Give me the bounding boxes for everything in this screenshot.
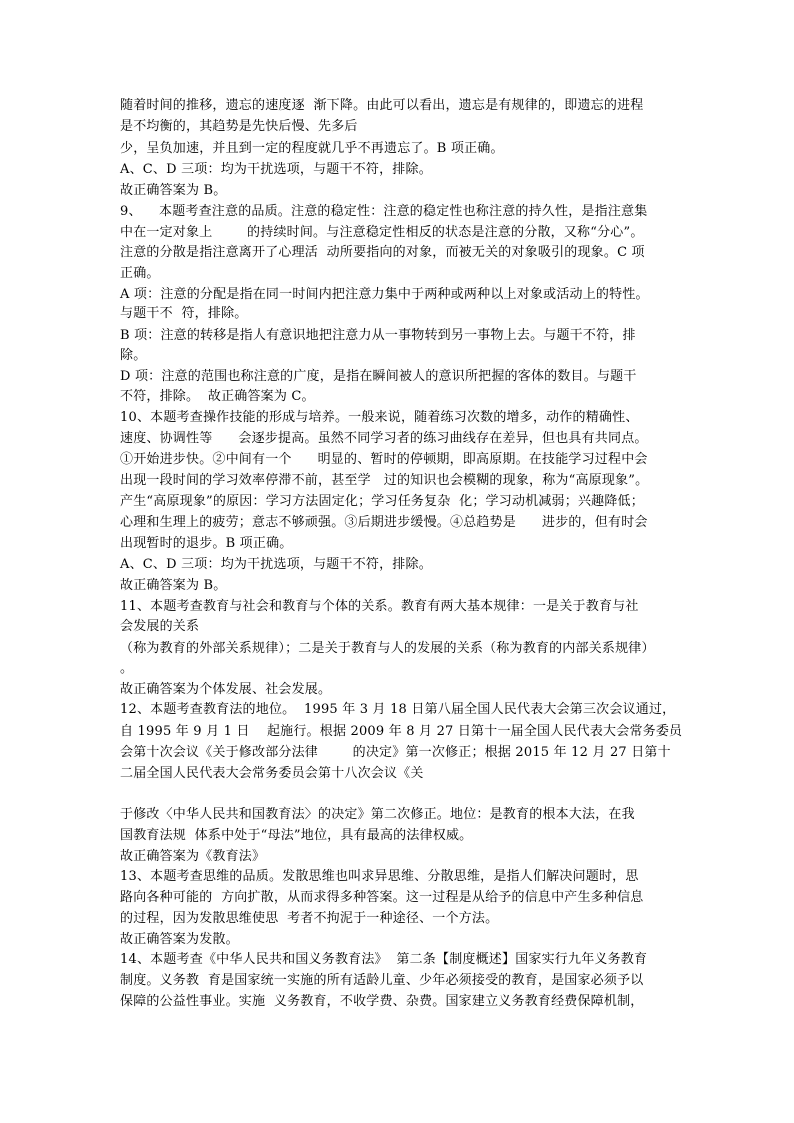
text-line: 中在一定对象上 的持续时间。与注意稳定性相反的状态是注意的分散，又称“分心”。 (120, 225, 644, 240)
text-line: 注意的分散是指注意离开了心理活 动所要指向的对象，而被无关的对象吸引的现象。C 项 (120, 245, 645, 260)
text-line: 除。 (120, 348, 147, 363)
text-line: 于修改〈中华人民共和国教育法〉的决定》第二次修正。地位：是教育的根本大法，在我 (120, 807, 635, 822)
text-line: 路向各种可能的 方向扩散，从而求得多种答案。这一过程是从给予的信息中产生多种信息 (120, 890, 644, 905)
text-line: 出现暂时的退步。B 项正确。 (120, 536, 293, 551)
text-line: 保障的公益性事业。实施 义务教育，不收学费、杂费。国家建立义务教育经费保障机制， (120, 994, 644, 1009)
text-line: A 项：注意的分配是指在同一时间内把注意力集中于两种或两种以上对象或活动上的特性。 (120, 287, 649, 302)
text-line: 故正确答案为 B。 (120, 578, 227, 593)
text-line: A、C、D 三项：均为干扰选项，与题干不符，排除。 (120, 557, 432, 572)
text-line: 故正确答案为 B。 (120, 183, 227, 198)
text-line: 故正确答案为个体发展、社会发展。 (120, 682, 332, 697)
text-line: 11、本题考查教育与社会和教育与个体的关系。教育有两大基本规律：一是关于教育与社 (120, 599, 639, 614)
text-line: B 项：注意的转移是指人有意识地把注意力从一事物转到另一事物上去。与题干不符，排 (120, 328, 636, 343)
text-line: 会发展的关系 (120, 619, 200, 634)
text-line: 故正确答案为发散。 (120, 932, 239, 947)
text-line: ①开始进步快。②中间有一个 明显的、暂时的停顿期，即高原期。在技能学习过程中会 (120, 452, 648, 467)
text-line: 10、本题考查操作技能的形成与培养。一般来说，随着练习次数的增多，动作的精确性、 (120, 410, 639, 425)
text-line: 心理和生理上的疲劳；意志不够顽强。③后期进步缓慢。④总趋势是 进步的，但有时会 (120, 515, 648, 530)
text-line: 会第十次会议《关于修改部分法律 的决定》第一次修正；根据 2015 年 12 月 27 日第十 (120, 745, 671, 760)
text-line: 制度。义务教 育是国家统一实施的所有适龄儿童、少年必须接受的教育，是国家必须予以 (120, 973, 644, 988)
text-line: 不符，排除。 故正确答案为 C。 (120, 389, 315, 404)
text-line: 的过程，因为发散思维使思 考者不拘泥于一种途径、一个方法。 (120, 911, 499, 926)
text-line: 自 1995 年 9 月 1 日 起施行。根据 2009 年 8 月 27 日第十一届全国人民代表大会常务委员 (120, 724, 683, 739)
text-line: 12、本题考查教育法的地位。 1995 年 3 月 18 日第八届全国人民代表大会第三次会议通过， (120, 702, 676, 717)
text-line: 14、本题考查《中华人民共和国义务教育法》 第二条【制度概述】国家实行九年义务教育 (120, 952, 648, 967)
text-line: 故正确答案为《教育法》 (120, 849, 266, 864)
text-line: 与题干不 符，排除。 (120, 306, 248, 321)
text-line: 13、本题考查思维的品质。发散思维也叫求异思维、分散思维，是指人们解决问题时，思 (120, 869, 639, 884)
text-line: 正确。 (120, 266, 160, 281)
text-line: 出现一段时间的学习效率停滞不前，甚至学 过的知识也会模糊的现象，称为“高原现象”。 (120, 473, 649, 488)
text-line: D 项：注意的范围也称注意的广度，是指在瞬间被人的意识所把握的客体的数目。与题干 (120, 369, 637, 384)
text-line: 少，呈负加速，并且到一定的程度就几乎不再遗忘了。B 项正确。 (120, 141, 504, 156)
text-line: 二届全国人民代表大会常务委员会第十八次会议《关 (120, 766, 424, 781)
text-line: 是不均衡的，其趋势是先快后慢、先多后 (120, 119, 358, 134)
text-line: 9、 本题考查注意的品质。注意的稳定性：注意的稳定性也称注意的持久性，是指注意集 (120, 204, 648, 219)
text-line: 随着时间的推移，遗忘的速度逐 渐下降。由此可以看出，遗忘是有规律的，即遗忘的进程 (120, 98, 644, 113)
text-line: 速度、协调性等 会逐步提高。虽然不同学习者的练习曲线存在差异，但也具有共同点。 (120, 431, 648, 446)
text-line: （称为教育的外部关系规律）；二是关于教育与人的发展的关系（称为教育的内部关系规律） (120, 641, 655, 656)
text-line: 。 (120, 661, 134, 676)
text-line: 产生“高原现象”的原因：学习方法固定化；学习任务复杂 化；学习动机减弱；兴趣降低； (120, 494, 644, 509)
text-line: A、C、D 三项：均为干扰选项，与题干不符，排除。 (120, 162, 432, 177)
text-line: 国教育法规 体系中处于“母法”地位，具有最高的法律权威。 (120, 828, 473, 843)
